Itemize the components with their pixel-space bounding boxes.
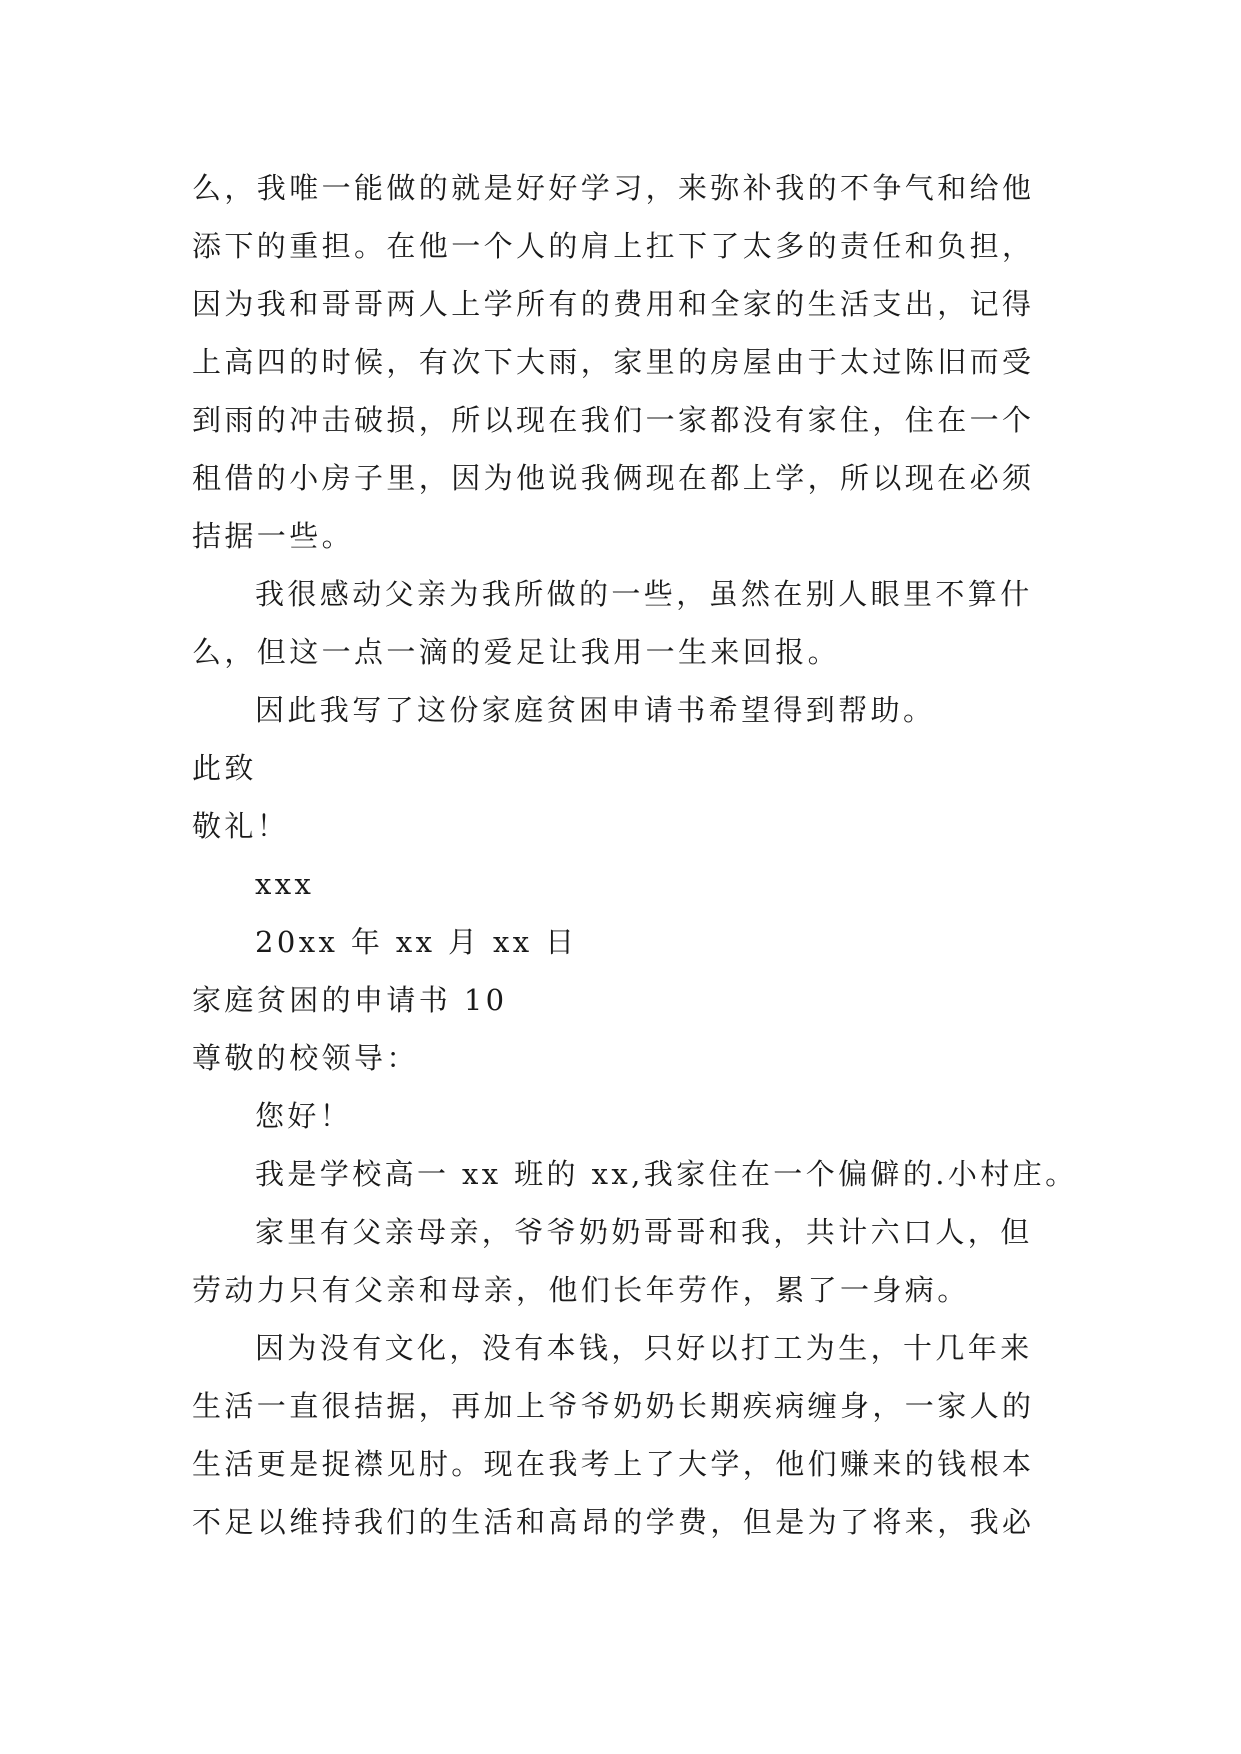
salutation-line: 敬礼！ (192, 809, 290, 843)
text-line: 因为没有文化，没有本钱，只好以打工为生，十几年来 (255, 1331, 1033, 1365)
text-line: 劳动力只有父亲和母亲，他们长年劳作，累了一身病。 (192, 1273, 970, 1307)
text-line: 么，我唯一能做的就是好好学习，来弥补我的不争气和给他 (192, 171, 1035, 205)
closing-line: 此致 (192, 751, 257, 785)
signature-date: 20xx 年 xx 月 xx 日 (255, 925, 578, 959)
text-line: 么，但这一点一滴的爱足让我用一生来回报。 (192, 635, 841, 669)
text-line: 不足以维持我们的生活和高昂的学费，但是为了将来，我必 (192, 1505, 1035, 1539)
text-line: 上高四的时候，有次下大雨，家里的房屋由于太过陈旧而受 (192, 345, 1035, 379)
signature-name: xxx (255, 867, 315, 901)
text-line: 生活更是捉襟见肘。现在我考上了大学，他们赚来的钱根本 (192, 1447, 1035, 1481)
text-line: 拮据一些。 (192, 519, 355, 553)
text-line: 添下的重担。在他一个人的肩上扛下了太多的责任和负担， (192, 229, 1035, 263)
text-line: 家里有父亲母亲，爷爷奶奶哥哥和我，共计六口人，但 (255, 1215, 1033, 1249)
text-line: 到雨的冲击破损，所以现在我们一家都没有家住，住在一个 (192, 403, 1035, 437)
text-line: 租借的小房子里，因为他说我俩现在都上学，所以现在必须 (192, 461, 1035, 495)
text-line: 因此我写了这份家庭贫困申请书希望得到帮助。 (255, 693, 936, 727)
addressee-line: 尊敬的校领导： (192, 1041, 419, 1075)
greeting-line: 您好！ (255, 1099, 353, 1133)
text-line: 我很感动父亲为我所做的一些，虽然在别人眼里不算什 (255, 577, 1033, 611)
text-line: 因为我和哥哥两人上学所有的费用和全家的生活支出，记得 (192, 287, 1035, 321)
text-line: 生活一直很拮据，再加上爷爷奶奶长期疾病缠身，一家人的 (192, 1389, 1035, 1423)
text-line: 我是学校高一 xx 班的 xx,我家住在一个偏僻的.小村庄。 (255, 1157, 1078, 1191)
section-title: 家庭贫困的申请书 10 (192, 983, 508, 1017)
